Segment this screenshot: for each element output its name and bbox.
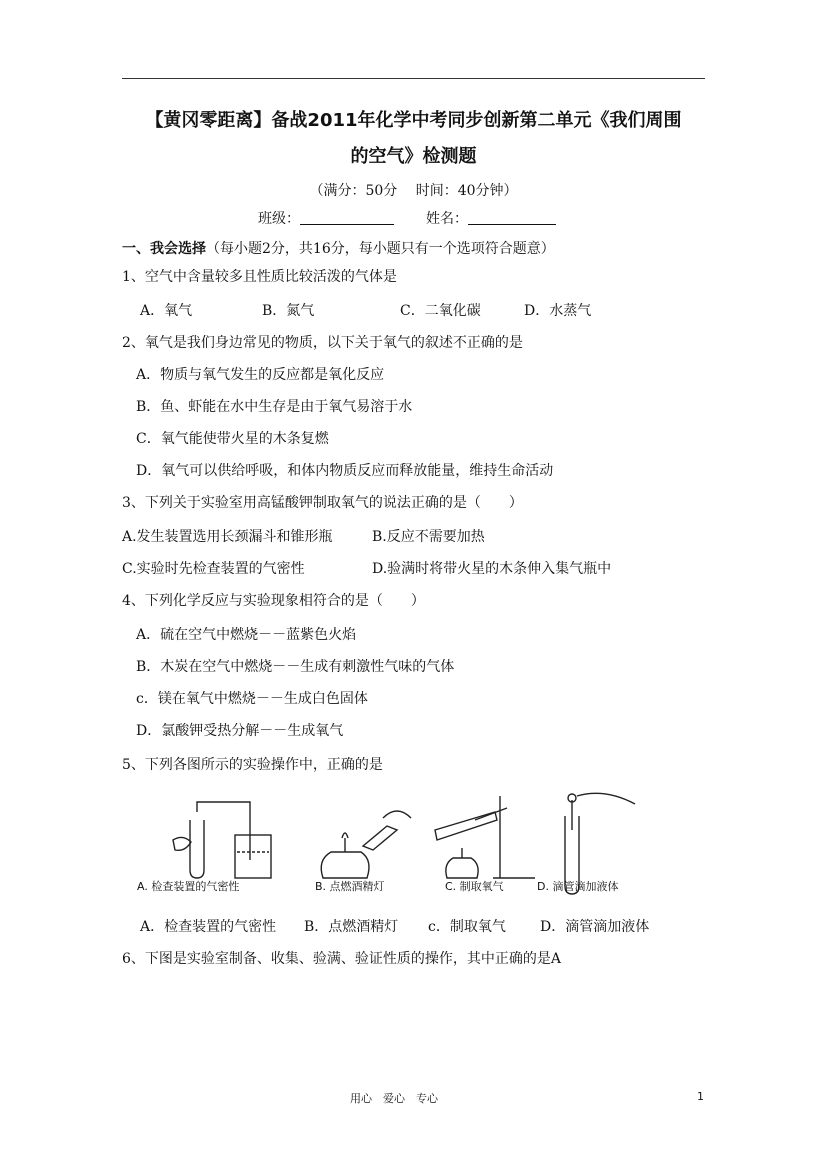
name-blank	[468, 210, 556, 225]
name-label: 姓名：	[426, 211, 468, 227]
question-2-stem: 2、氧气是我们身边常见的物质，以下关于氧气的叙述不正确的是	[122, 335, 523, 351]
figure-caption-b: B. 点燃酒精灯	[315, 880, 385, 893]
q1-option-b: B．氮气	[262, 303, 315, 319]
figure-caption-d: D. 滴管滴加液体	[537, 880, 619, 893]
q2-option-b: B．鱼、虾能在水中生存是由于氧气易溶于水	[136, 399, 413, 415]
class-blank	[300, 210, 394, 225]
title-line-1: 【黄冈零距离】备战2011年化学中考同步创新第二单元《我们周围	[145, 110, 682, 131]
q5-option-b: B．点燃酒精灯	[304, 919, 399, 935]
header-rule	[122, 78, 705, 79]
q5-option-a: A．检查装置的气密性	[140, 919, 277, 935]
q1-option-a: A．氧气	[140, 303, 193, 319]
q5-option-c: c．制取氧气	[428, 919, 506, 935]
section-1-bold: 一、我会选择	[122, 241, 206, 257]
class-label: 班级：	[258, 211, 300, 227]
experiment-figure	[135, 790, 655, 898]
question-4-stem: 4、下列化学反应与实验现象相符合的是（ ）	[122, 593, 425, 609]
class-field	[258, 208, 394, 228]
question-1-stem: 1、空气中含量较多且性质比较活泼的气体是	[122, 269, 397, 285]
question-6-stem: 6、下图是实验室制备、收集、验满、验证性质的操作，其中正确的是A	[122, 951, 562, 967]
q3-option-c: C.实验时先检查装置的气密性	[122, 561, 305, 577]
question-3-stem: 3、下列关于实验室用高锰酸钾制取氧气的说法正确的是（ ）	[122, 495, 523, 511]
q2-option-c: C．氧气能使带火星的木条复燃	[136, 431, 329, 447]
q5-option-d: D．滴管滴加液体	[540, 919, 650, 935]
section-1-desc: （每小题2分，共16分，每小题只有一个选项符合题意）	[206, 241, 555, 257]
q3-option-a: A.发生装置选用长颈漏斗和锥形瓶	[122, 529, 333, 545]
q2-option-d: D．氧气可以供给呼吸，和体内物质反应而释放能量，维持生命活动	[136, 463, 554, 479]
q2-option-a: A．物质与氧气发生的反应都是氧化反应	[136, 367, 385, 383]
q4-option-d: D．氯酸钾受热分解－－生成氧气	[136, 723, 344, 739]
title-line-2: 的空气》检测题	[350, 146, 477, 167]
q1-option-c: C．二氧化碳	[400, 303, 481, 319]
figure-caption-a: A. 检查装置的气密性	[137, 880, 240, 893]
score-time: （满分：50分 时间：40分钟）	[309, 183, 518, 199]
footer-motto: 用心 爱心 专心	[350, 1092, 438, 1105]
q4-option-c: c．镁在氧气中燃烧－－生成白色固体	[136, 691, 368, 707]
page-number: 1	[697, 1090, 704, 1103]
section-1-heading	[122, 238, 555, 258]
q1-option-d: D．水蒸气	[524, 303, 592, 319]
q3-option-d: D.验满时将带火星的木条伸入集气瓶中	[372, 561, 612, 577]
experiment-illustration	[135, 790, 655, 898]
question-5-stem: 5、下列各图所示的实验操作中，正确的是	[122, 757, 383, 773]
q4-option-b: B．木炭在空气中燃烧－－生成有刺激性气味的气体	[136, 659, 455, 675]
figure-caption-c: C. 制取氧气	[445, 880, 504, 893]
q3-option-b: B.反应不需要加热	[372, 529, 485, 545]
name-field	[426, 208, 556, 228]
q4-option-a: A．硫在空气中燃烧－－蓝紫色火焰	[136, 627, 357, 643]
